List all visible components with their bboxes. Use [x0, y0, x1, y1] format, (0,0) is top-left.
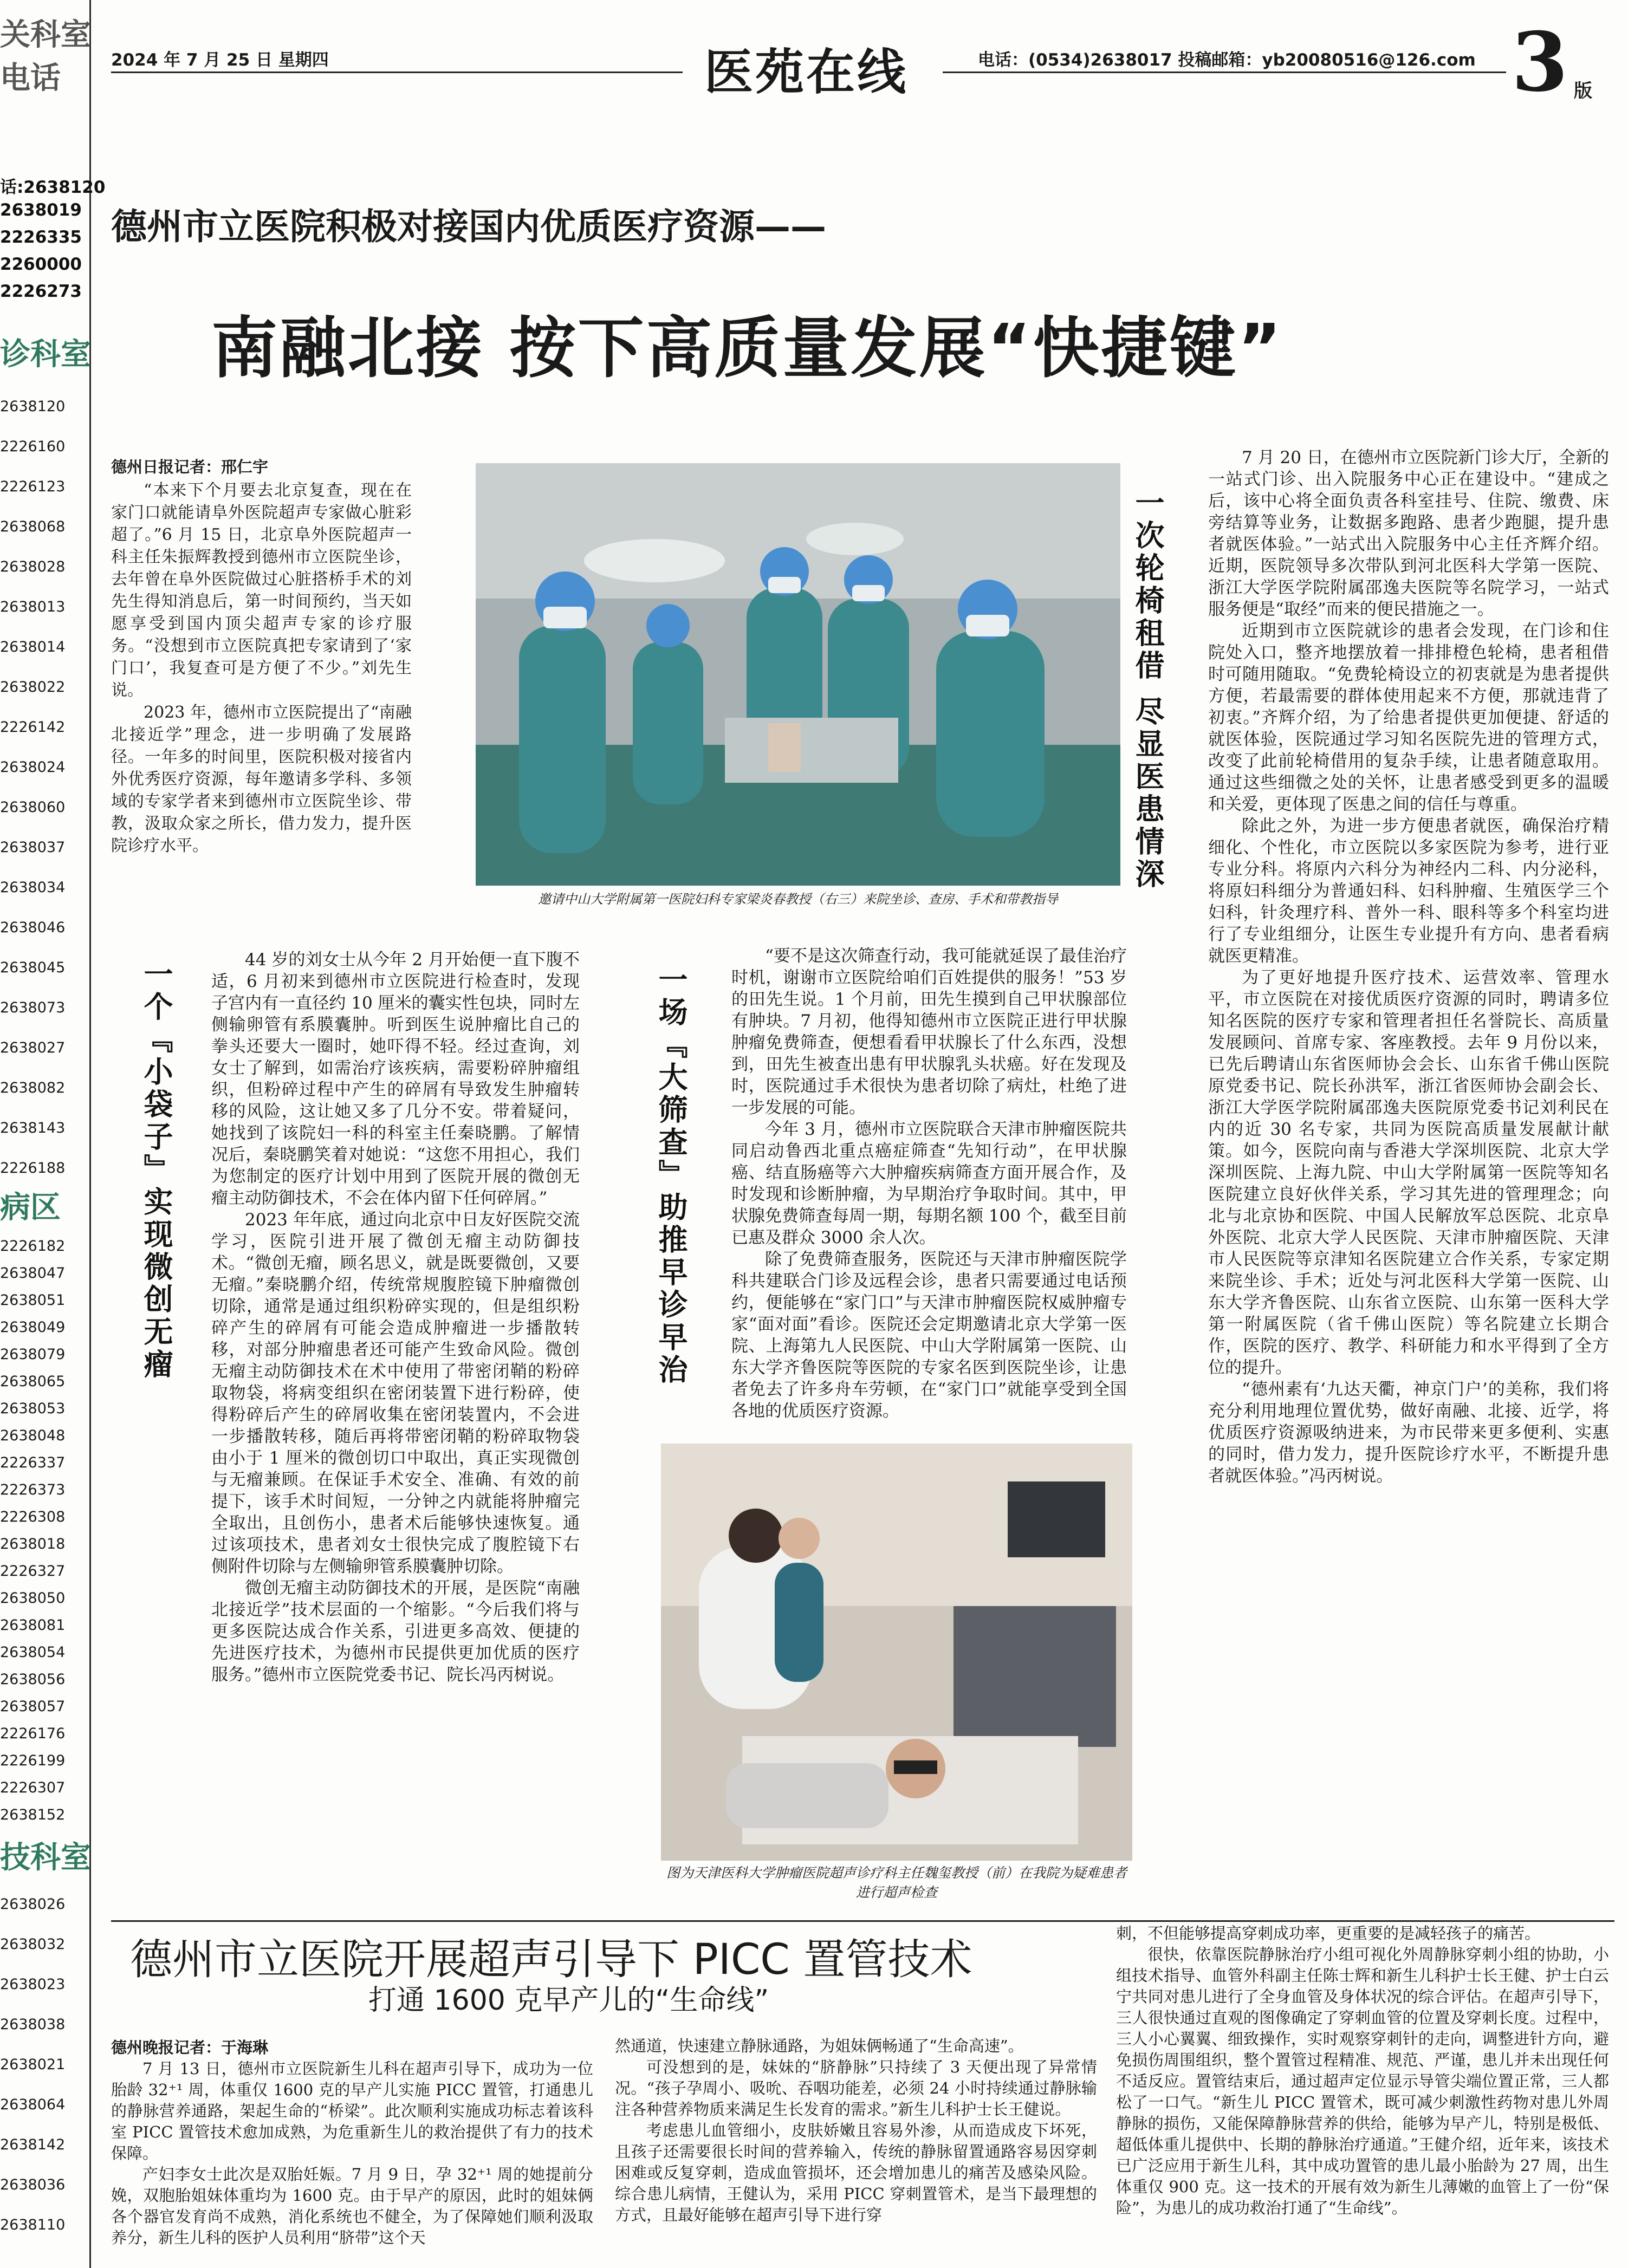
paragraph: 可没想到的是，妹妹的“脐静脉”只持续了 3 天便出现了异常情况。“孩子孕周小、吸吮、吞咽功能差，必须 24 小时持续通过静脉输注各种营养物质来满足生长发育的需求。”新生儿科护士长王健说。 [615, 2058, 1097, 2118]
article-column [1116, 1923, 1609, 2219]
phone-number: 2638079 [0, 1346, 66, 1363]
paragraph: 微创无瘤主动防御技术的开展，是医院“南融北接近学”技术层面的一个缩影。“今后我们将与更多医院达成合作关系，引进更多高效、便捷的先进医疗技术，为德州市民提供更加优质的医疗服务。”德州市立医院党委书记、院长冯丙树说。 [211, 1578, 580, 1685]
page-unit: 版 [1574, 80, 1592, 102]
phone-number: 2226182 [0, 1238, 66, 1255]
phone-number: 2638054 [0, 1644, 66, 1661]
phone-number: 2638024 [0, 759, 66, 776]
phone-number: 2638014 [0, 639, 66, 655]
phone-number: 2260000 [0, 255, 82, 274]
lead-paragraph: “本来下个月要去北京复查，现在在家门口就能请阜外医院超声专家做心脏彩超了。”6 月 15 日，北京阜外医院超声一科主任朱振辉教授到德州市立医院坐诊，去年曾在阜外医院做过心脏搭桥手术的刘先生得知消息后，第一时间预约，当天如愿享受到国内顶尖超声专家的诊疗服务。“没想到市立医院真把专家请到了‘家门口’，我复查可是方便了不少。”刘先生说。 [111, 481, 412, 700]
paragraph: 近期到市立医院就诊的患者会发现，在门诊和住院处入口，整齐地摆放着一排排橙色轮椅，患者租借时可随用随取。“免费轮椅设立的初衷就是为患者提供方便，若最需要的群体使用起来不方便，那就违背了初衷。”齐辉介绍，为了给患者提供更加便捷、舒适的就医体验，医院通过学习知名医院先进的管理方式，改变了此前轮椅借用的复杂手续，让患者随意取用。通过这些细微之处的关怀，让患者感受到更多的温暖和关爱，更体现了医患之间的信任与尊重。 [1208, 621, 1609, 814]
phone-number: 2226188 [0, 1160, 66, 1177]
phone-number: 2226307 [0, 1779, 66, 1796]
phone-number: 2226337 [0, 1454, 66, 1471]
phone-number: 2638036 [0, 2176, 66, 2193]
phone-number: 2226199 [0, 1752, 66, 1769]
phone-number: 2226160 [0, 438, 66, 455]
phone-number: 2638081 [0, 1617, 66, 1634]
paragraph: 今年 3 月，德州市立医院联合天津市肿瘤医院共同启动鲁西北重点癌症筛查“先知行动”，在甲状腺癌、结直肠癌等六大肿瘤疾病筛查方面开展合作，及时发现和诊断肿瘤，为早期治疗争取时间。其中，甲状腺免费筛查每周一期，每期名额 100 个，截至目前已惠及群众 3000 余人次。 [731, 1120, 1127, 1247]
phone-number: 2638082 [0, 1080, 66, 1096]
phone-number: 2226273 [0, 282, 82, 301]
paragraph: 2023 年年底，通过向北京中日友好医院交流学习，医院引进开展了微创无瘤主动防御技术。“微创无瘤，顾名思义，就是既要微创，又要无瘤。”秦晓鹏介绍，传统常规腹腔镜下肿瘤微创切除，通常是通过组织粉碎实现的，但是组织粉碎产生的碎屑有可能会造成肿瘤进一步播散转移，对部分肿瘤患者还可能产生致命风险。微创无瘤主动防御技术在术中使用了带密闭鞘的粉碎取物袋，将病变组织在密闭装置下进行粉碎，使得粉碎后产生的碎屑收集在密闭装置内，不会进一步播散转移，随后再将带密闭鞘的粉碎取物袋由小于 1 厘米的微创切口中取出，真正实现微创与无瘤兼顾。在保证手术安全、准确、有效的前提下，该手术时间短，一分钟之内就能将肿瘤完全取出，且创伤小，患者术后能够快速恢复。通过该项技术，患者刘女士很快完成了腹腔镜下右侧附件切除与左侧输卵管系膜囊肿切除。 [211, 1210, 580, 1576]
paragraph: 7 月 13 日，德州市立医院新生儿科在超声引导下，成功为一位胎龄 32⁺¹ 周，体重仅 1600 克的早产儿实施 PICC 置管，打通患儿的静脉营养通路，架起生命的“桥梁”。此次顺利实施成功标志着该科室 PICC 置管技术愈加成熟，为危重新生儿的救治提供了有力的技术保障。 [111, 2059, 593, 2162]
paragraph: 44 岁的刘女士从今年 2 月开始便一直下腹不适，6 月初来到德州市立医院进行检查时，发现子宫内有一直径约 10 厘米的囊实性包块，同时左侧输卵管有系膜囊肿。听到医生说肿瘤比自己的拳头还要大一圈时，她吓得不轻。经过查询，刘女士了解到，如需治疗该疾病，需要粉碎肿瘤组织，但粉碎过程中产生的碎屑有导致发生肿瘤转移的风险，这让她又多了几分不安。带着疑问，她找到了该院妇一科的科室主任秦晓鹏。了解情况后，秦晓鹏笑着对她说：“这您不用担心，我们为您制定的医疗计划中用到了医院开展的微创无瘤主动防御技术，不会在体内留下任何碎屑。” [211, 950, 580, 1208]
phone-number: 2638073 [0, 999, 66, 1016]
phone-number: 2638110 [0, 2217, 66, 2233]
phone-number: 2638120 [0, 398, 66, 415]
phone-number: 话:2638120 [0, 178, 106, 197]
header-rule [111, 72, 683, 73]
article-column [111, 2058, 593, 2248]
phone-number: 2638037 [0, 839, 66, 856]
paragraph: 然通道，快速建立静脉通路，为姐妹俩畅通了“生命高速”。 [615, 2037, 1024, 2055]
section-title-vertical: 一次轮椅租借 尽显医患情深 [1131, 488, 1165, 891]
phone-number: 2638060 [0, 799, 66, 816]
phone-number: 2638023 [0, 1976, 66, 1993]
issue-date: 2024 年 7 月 25 日 星期四 [111, 50, 329, 70]
byline: 德州日报记者：邢仁宇 [111, 458, 269, 476]
phone-number: 2638047 [0, 1265, 66, 1282]
phone-number: 2226335 [0, 228, 82, 247]
article-subhead: 打通 1600 克早产儿的“生命线” [368, 1984, 769, 2017]
lead-paragraph: 2023 年，德州市立医院提出了“南融北接近学”理念，进一步明确了发展路径。一年多的时间里，医院积极对接省内外优秀医疗资源，每年邀请多学科、多领域的专家学者来到德州市立医院坐诊、带教，汲取众家之所长，借力发力，提升医院诊疗水平。 [111, 703, 412, 855]
phone-number: 2226373 [0, 1481, 66, 1498]
photo-caption: 图为天津医科大学肿瘤医院超声诊疗科主任魏玺教授（前）在我院为疑难患者进行超声检查 [666, 1865, 1127, 1900]
lead-column [111, 479, 412, 857]
sidebar-phone-directory [0, 0, 106, 2268]
phone-number: 2638019 [0, 200, 82, 220]
article-column [211, 949, 580, 1686]
article-column [731, 945, 1127, 1422]
phone-number: 2226123 [0, 478, 66, 495]
masthead: 医苑在线 [704, 43, 908, 101]
phone-number: 2638053 [0, 1400, 66, 1417]
page-number: 3 [1512, 15, 1568, 110]
paragraph: 产妇李女士此次是双胎妊娠。7 月 9 日，孕 32⁺¹ 周的她提前分娩，双胞胎姐妹体重均为 1600 克。由于早产的原因，此时的姐妹俩各个器官发育尚不成熟，消化系统也不健全，为了保障她们顺利汲取养分，新生儿科的医护人员利用“脐带”这个天 [111, 2165, 593, 2247]
phone-number: 2638143 [0, 1120, 66, 1136]
paragraph: 除了免费筛查服务，医院还与天津市肿瘤医院学科共建联合门诊及远程会诊，患者只需要通过电话预约，便能够在“家门口”与天津市肿瘤医院权威肿瘤专家“面对面”看诊。医院还会定期邀请北京大学第一医院、上海第九人民医院、中山大学附属第一医院、山东大学齐鲁医院等医院的专家名医到医院坐诊，让患者免去了许多舟车劳顿，在“家门口”就能享受到全国各地的优质医疗资源。 [731, 1250, 1127, 1421]
phone-number: 2638032 [0, 1936, 66, 1953]
phone-number: 2638022 [0, 679, 66, 696]
phone-number: 2638027 [0, 1039, 66, 1056]
section-title-vertical: 一场『大筛查』助推早诊早治 [654, 964, 688, 1387]
phone-number: 2638026 [0, 1896, 66, 1913]
phone-number: 2226327 [0, 1563, 66, 1580]
surgery-photo [476, 463, 1120, 886]
ultrasound-photo [661, 1444, 1132, 1861]
header-rule [943, 72, 1506, 73]
paragraph: 刺，不但能够提高穿刺成功率，更重要的是减轻孩子的痛苦。 [1116, 1924, 1541, 1942]
sidebar-section-title: 技科室 [0, 1840, 91, 1875]
phone-number: 2638018 [0, 1536, 66, 1552]
article-headline: 德州市立医院开展超声引导下 PICC 置管技术 [130, 1935, 972, 1984]
paragraph: 考虑患儿血管细小，皮肤娇嫩且容易外渗，从而造成皮下坏死，且孩子还需要很长时间的营养输入，传统的静脉留置通路容易因穿刺困难或反复穿刺，造成血管损坏，还会增加患儿的痛苦及感染风险。综合患儿病情，王健认为，采用 PICC 穿刺置管术，是当下最理想的方式，且最好能够在超声引导下进行穿 [615, 2121, 1097, 2224]
phone-number: 2638051 [0, 1292, 66, 1309]
byline: 德州晚报记者：于海琳 [111, 2038, 269, 2057]
paragraph: “德州素有‘九达天衢，神京门户’的美称，我们将充分利用地理位置优势，做好南融、北接、近学，将优质医疗资源吸纳进来，为市民带来更多便利、实惠的同时，借力发力，提升医院诊疗水平，不断提升患者就医体验。”冯丙树说。 [1208, 1380, 1609, 1486]
phone-number: 2226308 [0, 1509, 66, 1525]
paragraph: 7 月 20 日，在德州市立医院新门诊大厅，全新的一站式门诊、出入院服务中心正在建设中。“建成之后，该中心将全面负责各科室挂号、住院、缴费、床旁结算等业务，让数据多跑路、患者少跑腿，提升患者就医体验。”一站式出入院服务中心主任齐辉介绍。近期，医院领导多次带队到河北医科大学第一医院、浙江大学医学院附属邵逸夫医院等名院学习，一站式服务便是“取经”而来的便民措施之一。 [1208, 448, 1609, 619]
phone-number: 2638046 [0, 919, 66, 936]
paragraph: 为了更好地提升医疗技术、运营效率、管理水平，市立医院在对接优质医疗资源的同时，聘请多位知名医院的医疗专家和管理者担任名誉院长、高质量发展顾问、首席专家、客座教授。去年 9 月份以来，已先后聘请山东省医师协会会长、山东省千佛山医院原党委书记、院长孙洪军，浙江省医师协会副会长、浙江大学医学院附属邵逸夫医院原党委书记刘利民在内的近 30 名专家，共同为医院高质量发展献计献策。如今，医院向南与香港大学深圳医院、北京大学深圳医院、上海九院、中山大学附属第一医院等知名医院建立良好伙伴关系，学习其先进的管理理念；向北与北京协和医院、中国人民解放军总医院、北京阜外医院、北京大学人民医院、天津市肿瘤医院、天津市人民医院等京津知名医院建立合作关系，专家定期来院坐诊、手术；近处与河北医科大学第一医院、山东大学齐鲁医院、山东省立医院、山东第一医科大学第一附属医院（省千佛山医院）等名院建立长期合作，医院的医疗、教学、科研能力和水平得到了全方位的提升。 [1208, 968, 1609, 1377]
phone-number: 2638013 [0, 599, 66, 615]
phone-number: 2638034 [0, 879, 66, 896]
phone-number: 2638057 [0, 1698, 66, 1715]
phone-number: 2226142 [0, 719, 66, 736]
article-headline: 南融北接 按下高质量发展“快捷键” [211, 310, 1283, 387]
section-title-vertical: 一个『小袋子』实现微创无瘤 [139, 959, 173, 1381]
phone-number: 2638048 [0, 1427, 66, 1444]
sidebar-section-title: 关科室 [0, 17, 91, 53]
phone-number: 2638045 [0, 959, 66, 976]
phone-number: 2226176 [0, 1725, 66, 1742]
paragraph: 除此之外，为进一步方便患者就医，确保治疗精细化、个性化，市立医院以多家医院为参考，进行亚专业分科。将原内六科分为神经内二科、内分泌科，将原妇科细分为普通妇科、妇科肿瘤、生殖医学三个妇科，针灸理疗科、普外一科、眼科等多个科室均进行了专业组细分，让医生专业提升有方向、患者看病就医更精准。 [1208, 816, 1609, 966]
phone-number: 2638050 [0, 1590, 66, 1607]
contact-info: 电话：(0534)2638017 投稿邮箱：yb20080516@126.com [978, 50, 1476, 70]
phone-number: 2638028 [0, 558, 66, 575]
sidebar-section-title: 病区 [0, 1190, 61, 1225]
phone-number: 2638142 [0, 2136, 66, 2153]
phone-number: 2638038 [0, 2016, 66, 2033]
phone-number: 2638064 [0, 2096, 66, 2113]
sidebar-section-title: 诊科室 [0, 336, 91, 372]
ultrasound-scene-illustration [661, 1444, 1132, 1861]
phone-number: 2638068 [0, 518, 66, 535]
phone-number: 2638021 [0, 2056, 66, 2073]
surgery-scene-illustration [476, 463, 1120, 886]
phone-number: 2638065 [0, 1373, 66, 1390]
paragraph: 很快，依靠医院静脉治疗小组可视化外周静脉穿刺小组的协助，小组技术指导、血管外科副主任陈士辉和新生儿科护士长王健、护士白云宁共同对患儿进行了全身血管及身体状况的综合评估。在超声引导下，三人很快通过直观的图像确定了穿刺血管的位置及穿刺长度。过程中，三人小心翼翼、细致操作，实时观察穿刺针的走向，调整进针方向，避免损伤周围组织，整个置管过程精准、规范、严谨，患儿并未出现任何不适反应。置管结束后，通过超声定位显示导管尖端位置正常，三人都松了一口气。“新生儿 PICC 置管术，既可减少刺激性药物对患儿外周静脉的损伤，又能保障静脉营养的供给，能够为早产儿，特别是极低、超低体重儿提供中、长期的静脉治疗通道。”王健介绍，近年来，该技术已广泛应用于新生儿科，其中成功置管的患儿最小胎龄为 27 周，出生体重仅 900 克。这一技术的开展有效为新生儿薄嫩的血管上了一份“保险”，为患儿的成功救治打通了“生命线”。 [1116, 1945, 1609, 2217]
article-column [615, 2036, 1097, 2226]
sidebar-section-subtitle: 电话 [0, 60, 61, 96]
phone-number: 2638152 [0, 1806, 66, 1823]
article-kicker: 德州市立医院积极对接国内优质医疗资源—— [111, 206, 826, 248]
phone-number: 2638056 [0, 1671, 66, 1688]
paragraph: “要不是这次筛查行动，我可能就延误了最佳治疗时机，谢谢市立医院给咱们百姓提供的服务！”53 岁的田先生说。1 个月前，田先生摸到自己甲状腺部位有肿块。7 月初，他得知德州市立医院正进行甲状腺肿瘤免费筛查，便想看看甲状腺长了什么东西，没想到，田先生被查出患有甲状腺乳头状癌。好在发现及时，医院通过手术很快为患者切除了病灶，杜绝了进一步发展的可能。 [731, 946, 1127, 1117]
section-divider [111, 1920, 1614, 1922]
photo-caption: 邀请中山大学附属第一医院妇科专家梁炎春教授（右三）来院坐诊、查房、手术和带教指导 [538, 892, 1058, 907]
article-column [1208, 447, 1609, 1487]
phone-number: 2638049 [0, 1319, 66, 1336]
